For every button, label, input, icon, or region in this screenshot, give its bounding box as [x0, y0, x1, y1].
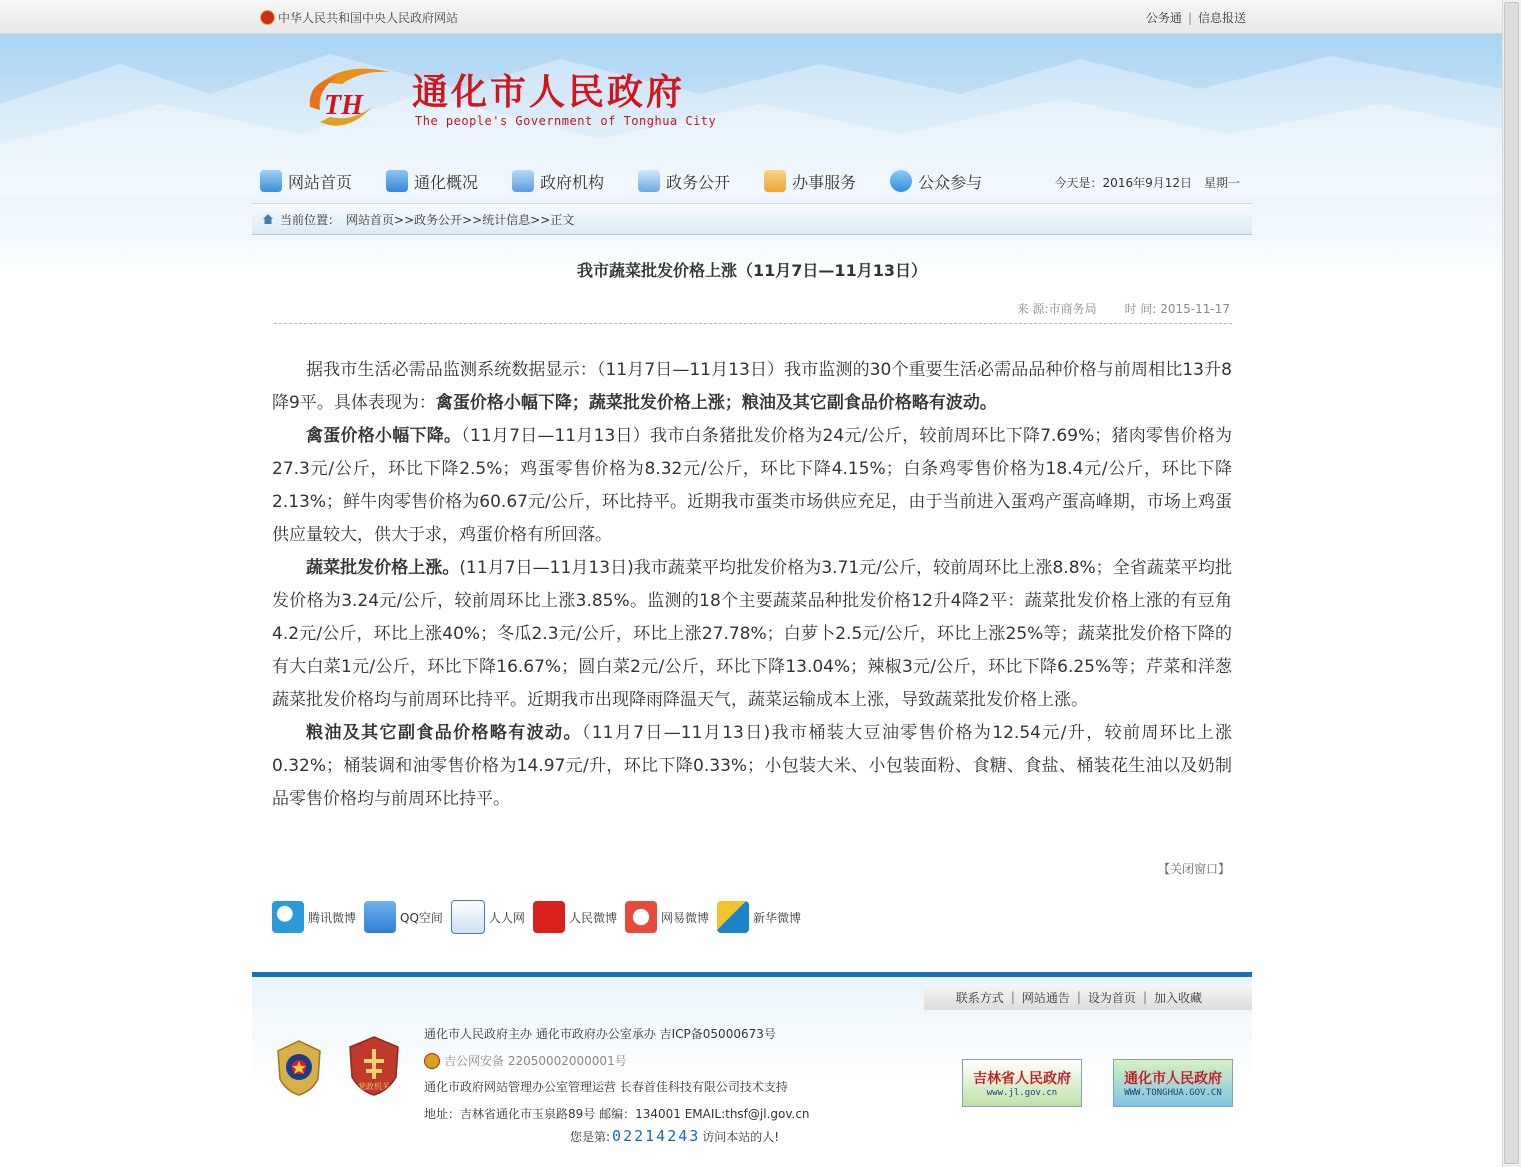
site-subtitle: The people's Government of Tonghua City [415, 114, 717, 128]
article-source: 来 源:市商务局 [1016, 302, 1097, 316]
share-label: QQ空间 [400, 910, 443, 925]
share-renren[interactable] [451, 900, 525, 934]
nav-item-participation[interactable] [890, 166, 982, 196]
top-link-info-report[interactable]: 信息报送 [1197, 11, 1246, 25]
share-label: 网易微博 [660, 910, 709, 925]
overview-icon [386, 170, 408, 192]
qzone-icon [364, 901, 396, 933]
share-people-weibo[interactable] [533, 901, 617, 933]
nav-item-services[interactable] [764, 166, 856, 196]
today-date: 今天是：2016年9月12日 星期一 [1054, 176, 1240, 190]
paragraph-grain-oil [272, 717, 1232, 816]
document-icon [638, 170, 660, 192]
footer-link-separator: | [1010, 990, 1015, 1004]
banner-title: 吉林省人民政府 [973, 1071, 1071, 1087]
footer-link-set-home[interactable]: 设为首页 [1087, 990, 1136, 1005]
top-bar [0, 0, 1503, 34]
institution-icon [512, 170, 534, 192]
share-netease-weibo[interactable] [625, 901, 709, 933]
nav-item-home[interactable] [260, 166, 352, 196]
footer-links [924, 984, 1252, 1010]
nav-item-institutions[interactable] [512, 166, 604, 196]
paragraph-text: （11月7日—11月13日）我市白条猪批发价格为24元/公斤，较前周环比下降7.69%；猪肉零售价格为27.3元/公斤，环比下降2.5%；鸡蛋零售价格为8.32元/公斤，环比下降4.15%；白条鸡零售价格为18.4元/公斤，环比下降2.13%；鲜牛肉零售价格为60.67元/公斤，环比持平。近期我市蛋类市场供应充足，由于当前进入蛋鸡产蛋高峰期，市场上鸡蛋供应量较大，供大于求，鸡蛋价格有所回落。 [272, 426, 1232, 545]
breadcrumb-prefix: 当前位置： [280, 212, 341, 227]
footer [252, 972, 1252, 1157]
netease-weibo-icon [625, 901, 657, 933]
nav-item-label: 办事服务 [792, 172, 857, 192]
share-label: 人人网 [488, 910, 525, 925]
footer-line-host: 通化市人民政府主办 通化市政府办公室承办 吉ICP备05000673号 [424, 1027, 776, 1041]
service-icon [764, 170, 786, 192]
banner-url: www.jl.gov.cn [986, 1088, 1058, 1098]
share-label: 人民微博 [568, 910, 617, 925]
footer-link-notice[interactable]: 网站通告 [1021, 990, 1070, 1005]
footer-info [424, 1021, 810, 1127]
police-record-icon [424, 1053, 440, 1069]
nav-item-label: 公众参与 [918, 172, 983, 192]
home-icon [262, 213, 274, 225]
logo-text: TH [324, 90, 363, 121]
top-links [1146, 9, 1246, 26]
central-gov-link[interactable] [260, 9, 458, 26]
nav-item-label: 网站首页 [288, 172, 353, 192]
share-xinhua-weibo[interactable] [717, 901, 801, 933]
top-link-gongwutong[interactable]: 公务通 [1145, 11, 1182, 25]
scrollbar[interactable] [1502, 0, 1521, 1167]
main-nav [260, 166, 1016, 196]
jilin-gov-banner[interactable] [962, 1059, 1082, 1107]
footer-link-contact[interactable]: 联系方式 [955, 990, 1004, 1005]
share-bar [272, 900, 809, 934]
counter-value: 02214243 [612, 1127, 701, 1145]
tonghua-gov-banner[interactable] [1113, 1059, 1233, 1107]
footer-link-separator: | [1076, 990, 1081, 1004]
nav-item-label: 通化概况 [414, 172, 479, 192]
nav-item-gov-affairs[interactable] [638, 166, 730, 196]
nav-item-overview[interactable] [386, 166, 478, 196]
paragraph-heading: 粮油及其它副食品价格略有波动。 [306, 723, 582, 743]
footer-police-label: 吉公网安备 22050002000001号 [444, 1053, 627, 1068]
police-badge-icon[interactable] [274, 1039, 324, 1097]
top-link-separator: | [1187, 11, 1192, 25]
paragraph-eggs [272, 420, 1232, 552]
badge-text: 党政机关 [358, 1082, 390, 1091]
article-title: 我市蔬菜批发价格上涨（11月7日—11月13日） [577, 261, 927, 280]
article-meta [989, 300, 1230, 317]
article-body [272, 354, 1232, 816]
share-qzone[interactable] [364, 901, 443, 933]
counter-suffix: 访问本站的人! [702, 1129, 780, 1144]
paragraph-highlight: 禽蛋价格小幅下降；蔬菜批发价格上涨；粮油及其它副食品价格略有波动。 [435, 393, 997, 413]
banner-title: 通化市人民政府 [1124, 1071, 1222, 1087]
share-label: 腾讯微博 [308, 910, 357, 925]
paragraph-vegetables [272, 552, 1232, 717]
paragraph-text: (11月7日—11月13日)我市蔬菜平均批发价格为3.71元/公斤，较前周环比上涨8.8%；全省蔬菜平均批发价格为3.24元/公斤，较前周环比上涨3.85%。监测的18个主要蔬菜品种批发价格12升4降2平：蔬菜批发价格上涨的有豆角4.2元/公斤，环比上涨40%；冬瓜2.3元/公斤，环比上涨27.78%；白萝卜2.5元/公斤，环比上涨25%等；蔬菜批发价格下降的有大白菜1元/公斤，环比下降16.67%；圆白菜2元/公斤，环比下降13.04%；辣椒3元/公斤，环比下降6.25%等；芹菜和洋葱蔬菜批发价格均与前周环比持平。近期我市出现降雨降温天气，蔬菜运输成本上涨，导致蔬菜批发价格上涨。 [272, 558, 1233, 710]
renren-icon [451, 900, 485, 934]
divider [274, 323, 1232, 324]
nav-item-label: 政务公开 [666, 172, 731, 192]
close-window-link[interactable]: 【关闭窗口】 [1157, 862, 1230, 876]
tencent-weibo-icon [272, 901, 304, 933]
counter-prefix: 您是第: [570, 1129, 611, 1144]
mountain-background [0, 34, 1503, 274]
paragraph-heading: 禽蛋价格小幅下降。 [306, 426, 462, 446]
central-gov-link-label: 中华人民共和国中央人民政府网站 [278, 11, 459, 25]
paragraph-text: （11月7日—11月13日)我市桶装大豆油零售价格为12.54元/升，较前周环比上涨0.32%；桶装调和油零售价格为14.97元/升，环比下降0.33%；小包装大米、小包装面粉、食糖、食盐、桶装花生油以及奶制品零售价格均与前周环比持平。 [272, 723, 1232, 809]
footer-line-operator: 通化市政府网站管理办公室管理运营 长春首佳科技有限公司技术支持 [424, 1080, 788, 1094]
nav-item-label: 政府机构 [540, 172, 605, 192]
people-weibo-icon [533, 901, 565, 933]
paragraph-heading: 蔬菜批发价格上涨。 [306, 558, 460, 578]
breadcrumb-path[interactable]: 网站首页>>政务公开>>统计信息>>正文 [346, 212, 575, 227]
national-emblem-icon [260, 10, 275, 25]
chat-icon [890, 170, 912, 192]
tonghua-logo-icon [302, 62, 392, 132]
paragraph-summary [272, 354, 1232, 420]
party-gov-badge-icon[interactable] [346, 1035, 402, 1097]
footer-police-record[interactable] [424, 1048, 810, 1075]
banner-url: WWW.TONGHUA.GOV.CN [1124, 1088, 1222, 1098]
breadcrumb [252, 203, 1252, 235]
footer-link-favorite[interactable]: 加入收藏 [1153, 990, 1202, 1005]
scrollbar-thumb[interactable] [1504, 2, 1519, 1164]
share-tencent-weibo[interactable] [272, 901, 356, 933]
paragraph-text: 据我市生活必需品监测系统数据显示：（11月7日—11月13日）我市监测的30个重要生活必需品品种价格与前周相比13升8降9平。具体表现为： [272, 360, 1232, 413]
share-label: 新华微博 [752, 910, 801, 925]
home-icon [260, 170, 282, 192]
xinhua-weibo-icon [717, 901, 749, 933]
site-title: 通化市人民政府 [412, 71, 686, 113]
footer-link-separator: | [1142, 990, 1147, 1004]
footer-line-address: 地址：吉林省通化市玉泉路89号 邮编：134001 EMAIL:thsf@jl.gov.cn [424, 1106, 810, 1121]
article-time: 时 间: 2015-11-17 [1124, 302, 1230, 316]
visit-counter [570, 1127, 779, 1145]
